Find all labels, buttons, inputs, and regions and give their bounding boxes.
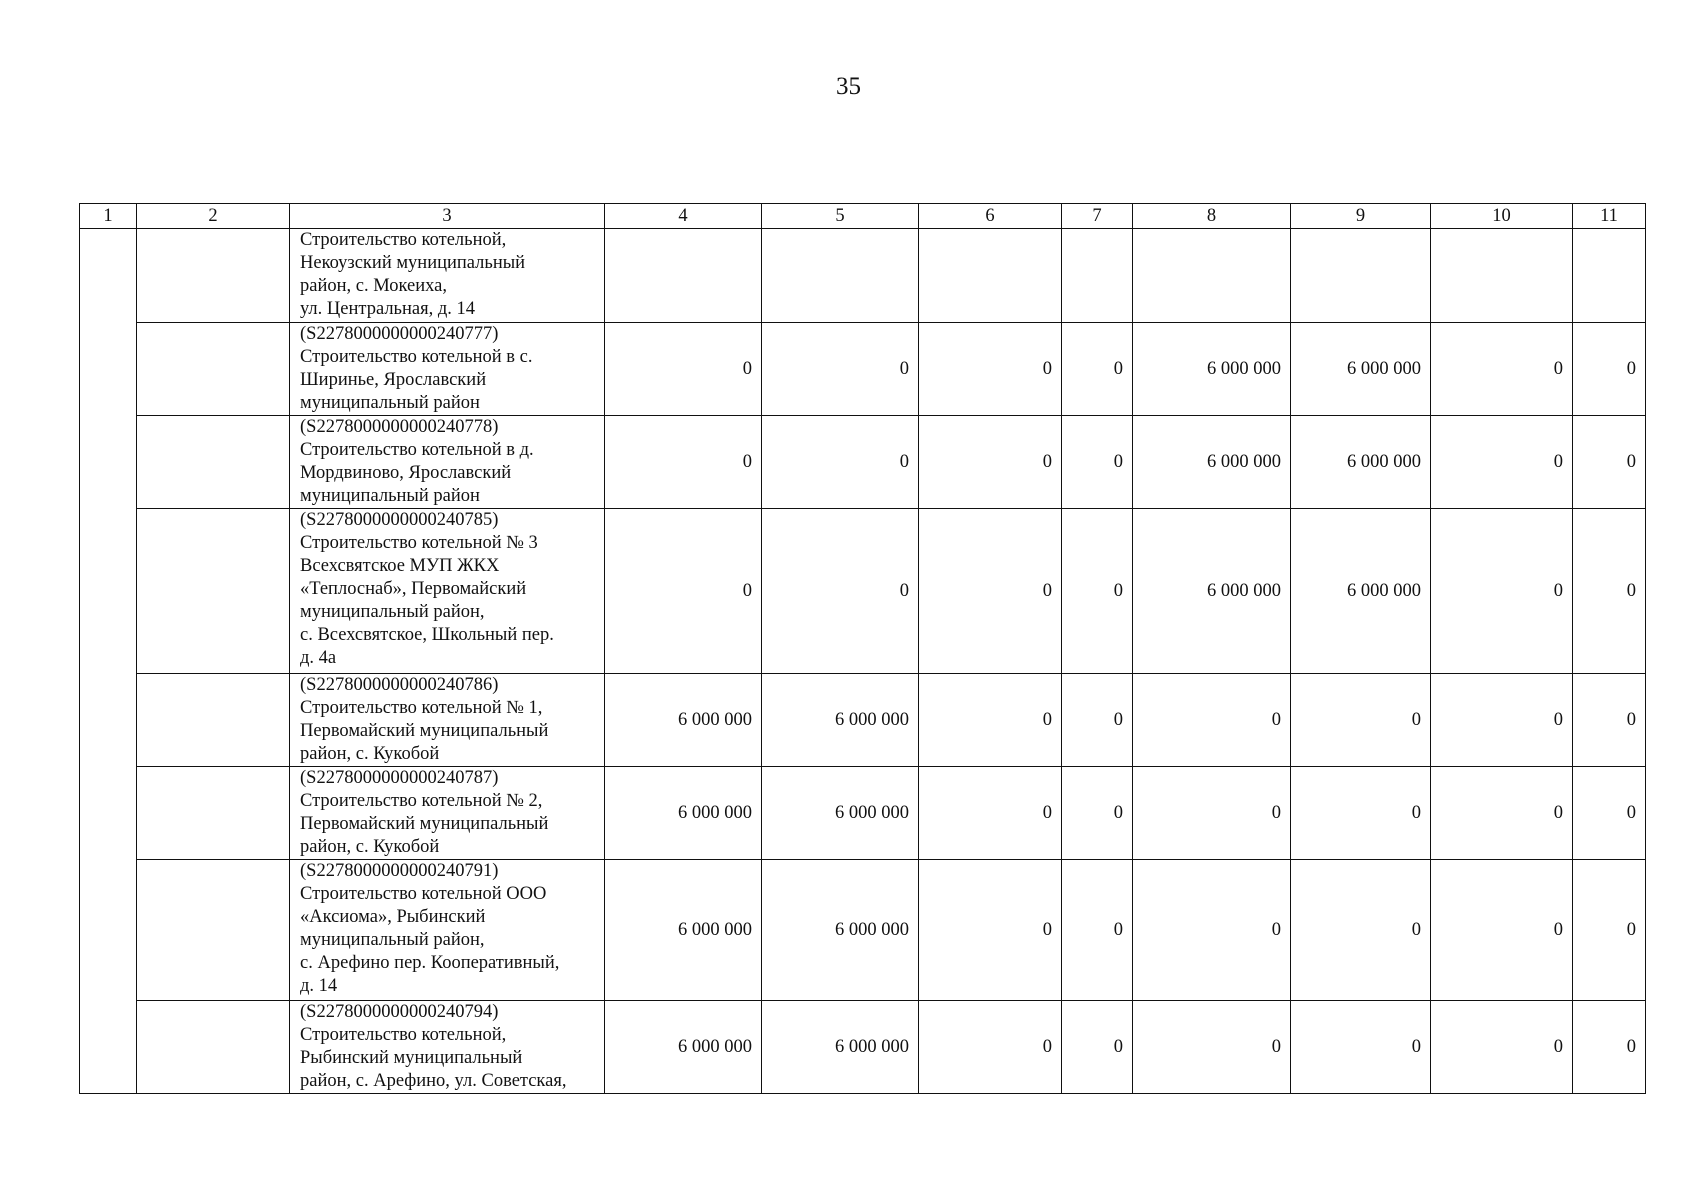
column-header-1: 1	[80, 204, 137, 229]
table-row	[80, 860, 1646, 1001]
column-header-10: 10	[1431, 204, 1573, 229]
cell-col-5	[762, 229, 919, 323]
cell-col-4: 6 000 000	[605, 860, 762, 1001]
column-2-cell	[137, 674, 290, 767]
column-header-8: 8	[1133, 204, 1291, 229]
cell-col-10: 0	[1431, 509, 1573, 674]
cell-col-4: 0	[605, 416, 762, 509]
cell-col-11: 0	[1573, 674, 1646, 767]
column-header-4: 4	[605, 204, 762, 229]
cell-col-10	[1431, 229, 1573, 323]
column-2-cell	[137, 1001, 290, 1094]
page-number: 35	[836, 73, 861, 100]
cell-col-4: 6 000 000	[605, 674, 762, 767]
table-row	[80, 229, 1646, 323]
cell-col-7: 0	[1062, 323, 1133, 416]
cell-col-10: 0	[1431, 674, 1573, 767]
cell-col-4: 0	[605, 509, 762, 674]
column-header-7: 7	[1062, 204, 1133, 229]
cell-col-5: 0	[762, 323, 919, 416]
cell-col-11: 0	[1573, 767, 1646, 860]
cell-col-8: 0	[1133, 674, 1291, 767]
table-row	[80, 767, 1646, 860]
cell-col-8: 0	[1133, 860, 1291, 1001]
cell-col-7: 0	[1062, 674, 1133, 767]
cell-col-9: 6 000 000	[1291, 323, 1431, 416]
cell-col-9: 0	[1291, 767, 1431, 860]
column-2-cell	[137, 323, 290, 416]
cell-col-6: 0	[919, 767, 1062, 860]
row-description: (S2278000000000240785) Строительство котельной № 3 Всехсвятское МУП ЖКХ «Теплоснаб», Первомайский муниципальный район, с. Всехсвятское, Школьный пер. д. 4а	[290, 509, 605, 674]
cell-col-8: 6 000 000	[1133, 416, 1291, 509]
cell-col-9: 0	[1291, 860, 1431, 1001]
cell-col-5: 0	[762, 509, 919, 674]
cell-col-6	[919, 229, 1062, 323]
column-2-cell	[137, 767, 290, 860]
column-2-cell	[137, 860, 290, 1001]
cell-col-11: 0	[1573, 509, 1646, 674]
cell-col-5: 6 000 000	[762, 674, 919, 767]
column-header-2: 2	[137, 204, 290, 229]
cell-col-6: 0	[919, 323, 1062, 416]
column-number-header-row	[80, 204, 1646, 229]
column-header-3: 3	[290, 204, 605, 229]
table-row	[80, 674, 1646, 767]
cell-col-6: 0	[919, 860, 1062, 1001]
cell-col-11: 0	[1573, 860, 1646, 1001]
cell-col-4	[605, 229, 762, 323]
table-row	[80, 1001, 1646, 1094]
cell-col-7: 0	[1062, 509, 1133, 674]
row-description: Строительство котельной, Некоузский муниципальный район, с. Мокеиха, ул. Центральная, д. 14	[290, 229, 605, 323]
column-header-5: 5	[762, 204, 919, 229]
cell-col-5: 0	[762, 416, 919, 509]
column-header-9: 9	[1291, 204, 1431, 229]
cell-col-5: 6 000 000	[762, 860, 919, 1001]
cell-col-8	[1133, 229, 1291, 323]
column-2-cell	[137, 509, 290, 674]
cell-col-10: 0	[1431, 1001, 1573, 1094]
cell-col-7: 0	[1062, 767, 1133, 860]
cell-col-9: 6 000 000	[1291, 509, 1431, 674]
cell-col-10: 0	[1431, 323, 1573, 416]
row-description: (S2278000000000240787) Строительство котельной № 2, Первомайский муниципальный район, с. Кукобой	[290, 767, 605, 860]
row-description: (S2278000000000240786) Строительство котельной № 1, Первомайский муниципальный район, с. Кукобой	[290, 674, 605, 767]
cell-col-10: 0	[1431, 767, 1573, 860]
column-2-cell	[137, 229, 290, 323]
row-description: (S2278000000000240777) Строительство котельной в с. Ширинье, Ярославский муниципальный район	[290, 323, 605, 416]
column-header-11: 11	[1573, 204, 1646, 229]
cell-col-11: 0	[1573, 1001, 1646, 1094]
cell-col-8: 6 000 000	[1133, 509, 1291, 674]
cell-col-4: 6 000 000	[605, 767, 762, 860]
merged-column-1-cell	[80, 229, 137, 1094]
cell-col-7	[1062, 229, 1133, 323]
table-row	[80, 509, 1646, 674]
data-table	[79, 203, 1646, 1094]
row-description: (S2278000000000240794) Строительство котельной, Рыбинский муниципальный район, с. Арефино, ул. Советская,	[290, 1001, 605, 1094]
cell-col-11: 0	[1573, 416, 1646, 509]
column-header-6: 6	[919, 204, 1062, 229]
row-description: (S2278000000000240791) Строительство котельной ООО «Аксиома», Рыбинский муниципальный район, с. Арефино пер. Кооперативный, д. 14	[290, 860, 605, 1001]
cell-col-9	[1291, 229, 1431, 323]
cell-col-7: 0	[1062, 416, 1133, 509]
cell-col-7: 0	[1062, 1001, 1133, 1094]
row-description: (S2278000000000240778) Строительство котельной в д. Мордвиново, Ярославский муниципальный район	[290, 416, 605, 509]
cell-col-5: 6 000 000	[762, 1001, 919, 1094]
cell-col-10: 0	[1431, 860, 1573, 1001]
cell-col-6: 0	[919, 509, 1062, 674]
cell-col-6: 0	[919, 416, 1062, 509]
cell-col-8: 0	[1133, 767, 1291, 860]
cell-col-8: 6 000 000	[1133, 323, 1291, 416]
cell-col-6: 0	[919, 674, 1062, 767]
cell-col-9: 0	[1291, 674, 1431, 767]
cell-col-10: 0	[1431, 416, 1573, 509]
cell-col-8: 0	[1133, 1001, 1291, 1094]
cell-col-9: 6 000 000	[1291, 416, 1431, 509]
cell-col-11	[1573, 229, 1646, 323]
cell-col-9: 0	[1291, 1001, 1431, 1094]
cell-col-11: 0	[1573, 323, 1646, 416]
cell-col-6: 0	[919, 1001, 1062, 1094]
cell-col-7: 0	[1062, 860, 1133, 1001]
cell-col-4: 6 000 000	[605, 1001, 762, 1094]
cell-col-5: 6 000 000	[762, 767, 919, 860]
table-row	[80, 323, 1646, 416]
table-row	[80, 416, 1646, 509]
cell-col-4: 0	[605, 323, 762, 416]
column-2-cell	[137, 416, 290, 509]
